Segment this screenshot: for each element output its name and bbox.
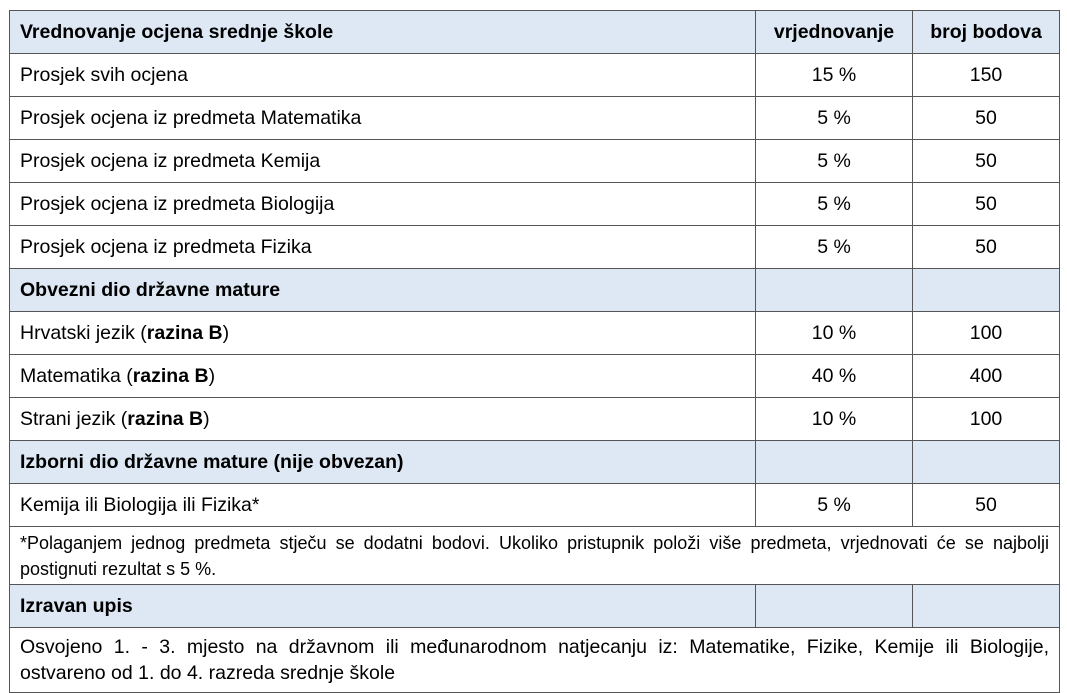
row-points: 50 — [913, 140, 1060, 183]
footnote-text: *Polaganjem jednog predmeta stječu se dodatni bodovi. Ukoliko pristupnik položi više predmeta, vrjednovati će se najbolji postignuti rezultat s 5 %. — [10, 527, 1060, 585]
row-points: 400 — [913, 355, 1060, 398]
row-weight: 10 % — [756, 312, 913, 355]
subject-name: Matematika ( — [20, 364, 133, 387]
header-weight: vrjednovanje — [756, 11, 913, 54]
empty-cell — [913, 441, 1060, 484]
table-row — [10, 398, 1060, 441]
row-weight: 10 % — [756, 398, 913, 441]
row-weight: 15 % — [756, 54, 913, 97]
row-weight: 5 % — [756, 484, 913, 527]
empty-cell — [913, 269, 1060, 312]
document-page — [9, 10, 1060, 693]
row-label: Prosjek ocjena iz predmeta Fizika — [10, 226, 756, 269]
direct-entry-text: Osvojeno 1. - 3. mjesto na državnom ili međunarodnom natjecanju iz: Matematike, Fizike, Kemije ili Biologije, ostvareno od 1. do 4. razreda srednje škole — [10, 628, 1060, 693]
scoring-table — [9, 10, 1060, 693]
table-row — [10, 226, 1060, 269]
section-header-mandatory — [10, 269, 1060, 312]
row-weight: 5 % — [756, 226, 913, 269]
table-row — [10, 484, 1060, 527]
row-weight: 5 % — [756, 97, 913, 140]
empty-cell — [756, 441, 913, 484]
row-label — [10, 312, 756, 355]
section-header-optional — [10, 441, 1060, 484]
table-row — [10, 355, 1060, 398]
table-row — [10, 183, 1060, 226]
paren-close: ) — [222, 321, 230, 344]
footnote-row — [10, 527, 1060, 585]
row-points: 100 — [913, 398, 1060, 441]
table-row — [10, 312, 1060, 355]
header-title: Vrednovanje ocjena srednje škole — [10, 11, 756, 54]
row-label: Prosjek ocjena iz predmeta Matematika — [10, 97, 756, 140]
paren-close: ) — [208, 364, 216, 387]
empty-cell — [913, 585, 1060, 628]
row-label: Prosjek ocjena iz predmeta Kemija — [10, 140, 756, 183]
subject-name: Strani jezik ( — [20, 407, 128, 430]
table-row — [10, 97, 1060, 140]
section-title: Obvezni dio državne mature — [10, 269, 756, 312]
table-row — [10, 54, 1060, 97]
section-title: Izravan upis — [10, 585, 756, 628]
row-points: 50 — [913, 97, 1060, 140]
section-header-direct — [10, 585, 1060, 628]
row-points: 100 — [913, 312, 1060, 355]
row-points: 50 — [913, 183, 1060, 226]
row-points: 50 — [913, 484, 1060, 527]
section-title: Izborni dio državne mature (nije obvezan) — [10, 441, 756, 484]
paren-close: ) — [203, 407, 210, 430]
empty-cell — [756, 269, 913, 312]
row-label: Prosjek svih ocjena — [10, 54, 756, 97]
table-row — [10, 140, 1060, 183]
subject-name: Hrvatski jezik ( — [20, 321, 147, 344]
row-label: Kemija ili Biologija ili Fizika* — [10, 484, 756, 527]
table-header-row — [10, 11, 1060, 54]
row-label — [10, 355, 756, 398]
direct-entry-row — [10, 628, 1060, 693]
row-label — [10, 398, 756, 441]
level-label: razina B — [146, 321, 223, 344]
level-label: razina B — [127, 407, 204, 430]
row-weight: 5 % — [756, 140, 913, 183]
row-weight: 5 % — [756, 183, 913, 226]
row-points: 150 — [913, 54, 1060, 97]
empty-cell — [756, 585, 913, 628]
row-label: Prosjek ocjena iz predmeta Biologija — [10, 183, 756, 226]
row-points: 50 — [913, 226, 1060, 269]
level-label: razina B — [132, 364, 209, 387]
header-points: broj bodova — [913, 11, 1060, 54]
row-weight: 40 % — [756, 355, 913, 398]
